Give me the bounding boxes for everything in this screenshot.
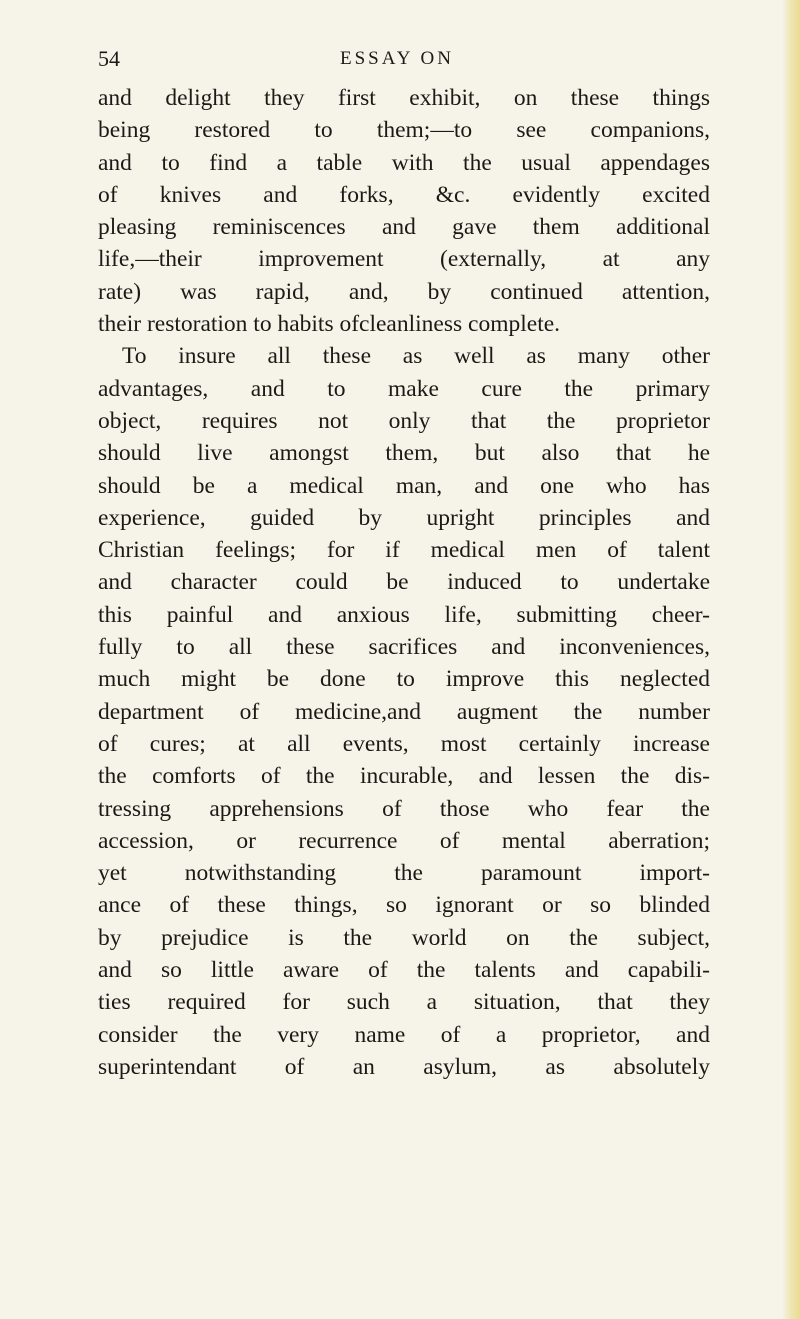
text-line: rate) was rapid, and, by continued attention, <box>98 278 710 305</box>
text-line: of cures; at all events, most certainly increase <box>98 730 710 757</box>
text-line: and character could be induced to undertake <box>98 569 710 596</box>
text-line: the comforts of the incurable, and lessen the dis- <box>98 763 710 790</box>
text-line: yet notwithstanding the paramount import- <box>98 860 710 887</box>
text-line: of knives and forks, &c. evidently excited <box>98 181 710 208</box>
text-line: and delight they first exhibit, on these things <box>98 85 710 111</box>
page-header <box>98 46 710 80</box>
text-line: should live amongst them, but also that he <box>98 440 710 467</box>
text-line: ance of these things, so ignorant or so blinded <box>98 892 710 919</box>
text-line: and so little aware of the talents and capabili- <box>98 957 710 984</box>
text-line: tressing apprehensions of those who fear the <box>98 795 710 822</box>
text-line: fully to all these sacrifices and inconveniences, <box>98 634 710 661</box>
text-line: ties required for such a situation, that they <box>98 989 710 1016</box>
text-line: much might be done to improve this neglected <box>98 666 710 693</box>
text-line: should be a medical man, and one who has <box>98 472 710 499</box>
text-line: pleasing reminiscences and gave them additional <box>98 214 710 241</box>
body-text <box>98 82 710 1083</box>
text-line: experience, guided by upright principles and <box>98 504 710 531</box>
text-line: their restoration to habits ofcleanliness complete. <box>98 311 561 338</box>
text-line: department of medicine,and augment the number <box>98 698 710 725</box>
running-head: ESSAY ON <box>340 48 454 69</box>
text-line: superintendant of an asylum, as absolutely <box>98 1053 710 1080</box>
text-line: To insure all these as well as many other <box>122 343 710 370</box>
text-line: Christian feelings; for if medical men of talent <box>98 537 710 564</box>
page-edge <box>782 0 800 1319</box>
text-line: consider the very name of a proprietor, and <box>98 1021 710 1048</box>
text-line: advantages, and to make cure the primary <box>98 375 710 402</box>
text-line: this painful and anxious life, submitting cheer- <box>98 601 710 628</box>
text-line: accession, or recurrence of mental aberration; <box>98 827 710 854</box>
text-line: object, requires not only that the proprietor <box>98 407 710 434</box>
page-number: 54 <box>98 46 120 71</box>
text-line: by prejudice is the world on the subject, <box>98 924 710 951</box>
text-line: life,—their improvement (externally, at any <box>98 246 710 273</box>
text-line: and to find a table with the usual appendages <box>98 149 710 176</box>
text-line: being restored to them;—to see companions, <box>98 117 710 144</box>
